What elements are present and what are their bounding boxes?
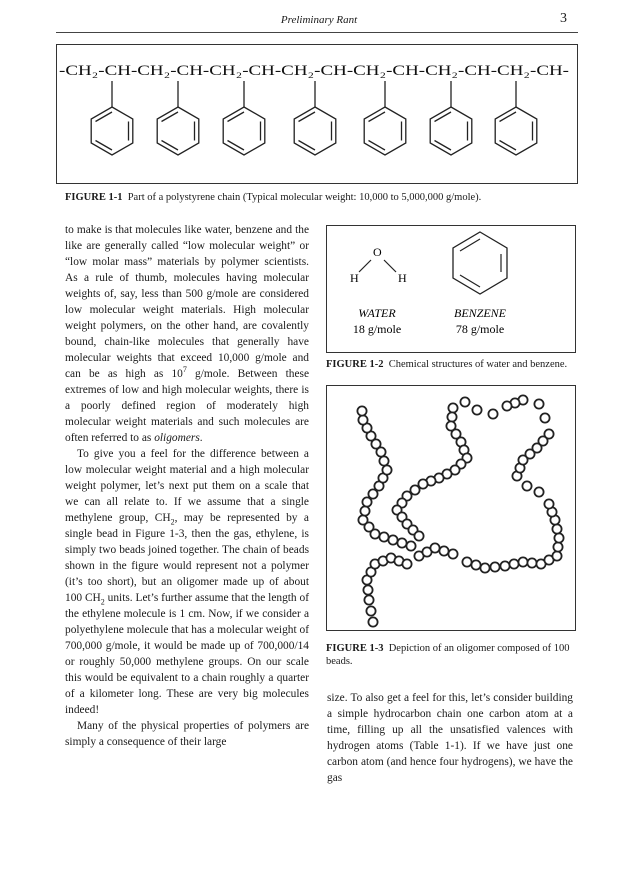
bead [410, 485, 419, 494]
water-bond-right [384, 260, 396, 272]
bead [418, 479, 427, 488]
bead [362, 497, 371, 506]
bead [388, 535, 397, 544]
bead [544, 499, 553, 508]
figure1-caption-label: FIGURE 1-1 [65, 192, 123, 203]
bead [448, 549, 457, 558]
running-header-title: Preliminary Rant [280, 14, 358, 26]
bead [552, 524, 561, 533]
bead [379, 456, 388, 465]
bead [448, 403, 457, 412]
bead [397, 538, 406, 547]
benzene-ring-7 [495, 107, 537, 155]
benzene-name: BENZENE [453, 306, 507, 320]
paragraph-3: Many of the physical properties of polymers are simply a consequence of their large [65, 720, 309, 748]
bead [357, 406, 366, 415]
figure3-caption [326, 642, 576, 668]
bead [379, 532, 388, 541]
bead [364, 595, 373, 604]
bead [540, 413, 549, 422]
bead [460, 397, 469, 406]
bead [472, 405, 481, 414]
figure3-caption-label: FIGURE 1-3 [326, 643, 384, 654]
bead [509, 559, 518, 568]
bead [382, 465, 391, 474]
bead [552, 551, 561, 560]
polystyrene-chain-formula: -CH₂-CH-CH₂-CH-CH₂-CH-CH₂-CH-CH₂-CH-CH₂-CH-CH₂-CH- [59, 63, 570, 79]
bead [488, 409, 497, 418]
bead [360, 506, 369, 515]
body-text-left-column [65, 222, 309, 750]
figure2-caption-text: Chemical structures of water and benzene. [388, 359, 568, 370]
bead [406, 541, 415, 550]
bead [518, 557, 527, 566]
bead [534, 487, 543, 496]
bead-chain-group [357, 395, 563, 626]
bead [553, 542, 562, 551]
bead [366, 606, 375, 615]
bead [430, 543, 439, 552]
benzene-ring-3 [223, 107, 265, 155]
page-number: 3 [560, 11, 567, 26]
benzene-mass: 78 g/mole [455, 322, 505, 336]
bead [363, 585, 372, 594]
bead [462, 557, 471, 566]
bead [358, 415, 367, 424]
benzene-ring-1 [91, 107, 133, 155]
bead [471, 560, 480, 569]
benzene-ring-2 [157, 107, 199, 155]
figure1-caption [65, 191, 585, 204]
bead [490, 562, 499, 571]
bead [554, 533, 563, 542]
benzene-ring [453, 232, 507, 294]
bead [447, 412, 456, 421]
figure3-caption-text: Depiction of an oligomer composed of 100 beads. [326, 643, 570, 667]
bead [534, 399, 543, 408]
bead [500, 561, 509, 570]
body-text-right-column: size. To also get a feel for this, let’s consider building a simple hydrocarbon chain one carbon atom at a time, filling up all the unsatisfied valences with hydrogen atoms (Table 1-1). If we have just one carbon atom (and hence four hydrogens), we have the gas [327, 692, 573, 784]
figure1-caption-text: Part of a polystyrene chain (Typical molecular weight: 10,000 to 5,000,000 g/mole). [127, 192, 482, 203]
paragraph-1: to make is that molecules like water, benzene and the like are generally called “low molecular weight” or “low molar mass” materials by polymer scientists. As a rule of thumb, molecules having molecular weights of, say, less than 500 g/mole are considered low molecular weight materials. High molecular weight polymers, on the other hand, are covalently bound, chain-like molecules that generally have molecular weights that exceed 10,000 g/mole and can be as high as $10^7$ g/mole. Between these extremes of low and high molecular weights, there is a poorly defined region of moderately high molecular weight materials and such molecules are often referred to as oligomers. [65, 224, 310, 444]
bead [414, 531, 423, 540]
figure-water-benzene [326, 225, 576, 353]
bead [502, 401, 511, 410]
bead [358, 515, 367, 524]
bead [527, 558, 536, 567]
header-rule [56, 32, 578, 33]
figure-polystyrene-chain [56, 44, 578, 184]
bead [402, 559, 411, 568]
water-mass: 18 g/mole [352, 322, 402, 336]
bead [480, 563, 489, 572]
water-bond-left [359, 260, 371, 272]
benzene-ring-4 [294, 107, 336, 155]
benzene-ring-5 [364, 107, 406, 155]
bead [368, 489, 377, 498]
benzene-ring-6 [430, 107, 472, 155]
water-name: WATER [358, 306, 396, 320]
figure2-caption-label: FIGURE 1-2 [326, 359, 384, 370]
water-oxygen-label: O [373, 245, 382, 259]
benzene-rings-group [91, 81, 537, 155]
paragraph-2: To give you a feel for the difference between a low molecular weight material and a high molecular weight polymer, let’s next put them on a scale that we can all relate to. If we assume that a single methylene group, $CH_2$, may be represented by a single bead in Figure 1-3, then the gas, ethylene, is simply two beads joined together. The chain of beads shown in the figure would represent not a polymer (it’s too short), but an oligomer made up of about 100 $CH_2$ units. Let’s further assume that the length of the ethylene molecule is 1 cm. Now, if we consider a polyethylene molecule that has a molecular weight of 700,000 g/mole, it would be made up of 700,000/14 or roughly 50,000 methylene groups. On our scale this would be equivalent to a chain roughly a quarter of a kilometer long. These are very big molecules indeed! [65, 448, 309, 716]
water-h1-label: H [350, 271, 359, 285]
bead [544, 429, 553, 438]
bead [439, 546, 448, 555]
water-h2-label: H [398, 271, 407, 285]
figure2-caption [326, 358, 576, 371]
bead [368, 617, 377, 626]
figure-oligomer-beads [326, 385, 576, 631]
bead [522, 481, 531, 490]
